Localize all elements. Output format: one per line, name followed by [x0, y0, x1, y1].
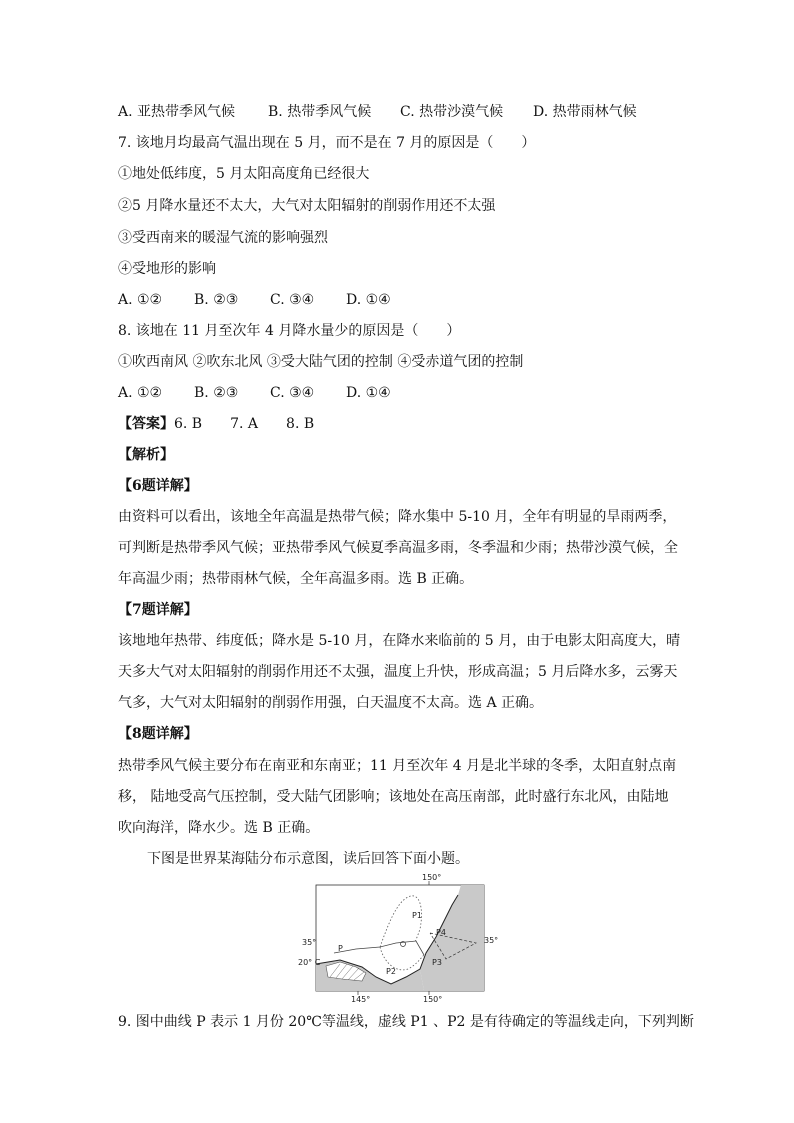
- q7-option-c[interactable]: C. ③④: [270, 292, 315, 308]
- analysis-label: 【解析】: [118, 447, 174, 463]
- label-lat-35-left: 35°: [302, 938, 317, 947]
- d7-line-1: 该地地年热带、纬度低；降水是 5-10 月，在降水来临前的 5 月，由于电影太阳高度大，晴: [118, 633, 681, 649]
- q8-options: [118, 383, 391, 403]
- d7-title: 【7题详解】: [118, 602, 198, 618]
- q6-option-d[interactable]: D. 热带雨林气候: [533, 104, 637, 120]
- answer-line: [118, 414, 342, 434]
- answer-6: 6. B: [174, 416, 203, 432]
- answer-7: 7. A: [230, 416, 259, 432]
- label-p1: P1: [412, 911, 422, 920]
- map-intro: 下图是世界某海陆分布示意图，读后回答下面小题。: [147, 851, 469, 867]
- q8-option-c[interactable]: C. ③④: [270, 385, 315, 401]
- d6-line-3: 年高温少雨；热带雨林气候，全年高温多雨。选 B 正确。: [118, 571, 474, 587]
- label-p3: P3: [432, 958, 442, 967]
- q8-option-b[interactable]: B. ②③: [194, 385, 239, 401]
- d6-line-2: 可判断是热带季风气候；亚热带季风气候夏季高温多雨，冬季温和少雨；热带沙漠气候，全: [118, 540, 678, 556]
- q7-options: [118, 290, 391, 310]
- sea-land-map: [296, 873, 499, 1004]
- q6-option-c[interactable]: C. 热带沙漠气候: [400, 104, 504, 120]
- d8-line-1: 热带季风气候主要分布在南亚和东南亚；11 月至次年 4 月是北半球的冬季，太阳直射点南: [118, 758, 677, 774]
- label-bottom-lon-1: 145°: [351, 995, 371, 1004]
- d7-line-3: 气多，大气对太阳辐射的削弱作用强，白天温度不太高。选 A 正确。: [118, 695, 544, 711]
- q7-item-3: ③受西南来的暖湿气流的影响强烈: [118, 230, 328, 246]
- q9-stem: 9. 图中曲线 P 表示 1 月份 20℃等温线，虚线 P1 、P2 是有待确定的等温线走向，下列判断: [118, 1014, 694, 1030]
- answer-label: 【答案】: [118, 416, 174, 432]
- label-bottom-lon-2: 150°: [423, 995, 443, 1004]
- d8-title: 【8题详解】: [118, 726, 198, 742]
- answer-8: 8. B: [286, 416, 315, 432]
- q7-option-b[interactable]: B. ②③: [194, 292, 239, 308]
- d6-title: 【6题详解】: [118, 478, 198, 494]
- d7-line-2: 天多大气对太阳辐射的削弱作用还不太强，温度上升快，形成高温；5 月后降水多，云雾天: [118, 664, 678, 680]
- d6-line-1: 由资料可以看出，该地全年高温是热带气候；降水集中 5-10 月，全年有明显的旱雨两季，: [118, 509, 677, 525]
- q6-option-a[interactable]: A. 亚热带季风气候: [118, 104, 236, 120]
- q8-stem: 8. 该地在 11 月至次年 4 月降水量少的原因是（ ）: [118, 323, 461, 339]
- d8-line-3: 吹向海洋，降水少。选 B 正确。: [118, 820, 320, 836]
- d8-line-2: 移， 陆地受高气压控制，受大陆气团影响；该地处在高压南部，此时盛行东北风，由陆地: [118, 789, 669, 805]
- label-p2: P2: [386, 967, 396, 976]
- label-p: P: [338, 944, 343, 953]
- q8-option-d[interactable]: D. ①④: [346, 385, 391, 401]
- q7-item-2: ②5 月降水量还不太大，大气对太阳辐射的削弱作用还不太强: [118, 198, 496, 214]
- q6-option-b[interactable]: B. 热带季风气候: [268, 104, 372, 120]
- q8-option-a[interactable]: A. ①②: [118, 385, 163, 401]
- q7-stem: 7. 该地月均最高气温出现在 5 月，而不是在 7 月的原因是（ ）: [118, 135, 536, 151]
- label-lat-20: 20° C: [298, 958, 321, 967]
- label-lat-35-right: 35°: [484, 936, 499, 945]
- label-p4: P4: [436, 928, 446, 937]
- label-top-lon: 150°: [422, 873, 442, 882]
- q7-option-d[interactable]: D. ①④: [346, 292, 391, 308]
- q6-options: [118, 102, 637, 122]
- q7-option-a[interactable]: A. ①②: [118, 292, 163, 308]
- q7-item-1: ①地处低纬度，5 月太阳高度角已经很大: [118, 166, 370, 182]
- q8-items: ①吹西南风 ②吹东北风 ③受大陆气团的控制 ④受赤道气团的控制: [118, 354, 524, 370]
- q7-item-4: ④受地形的影响: [118, 261, 216, 277]
